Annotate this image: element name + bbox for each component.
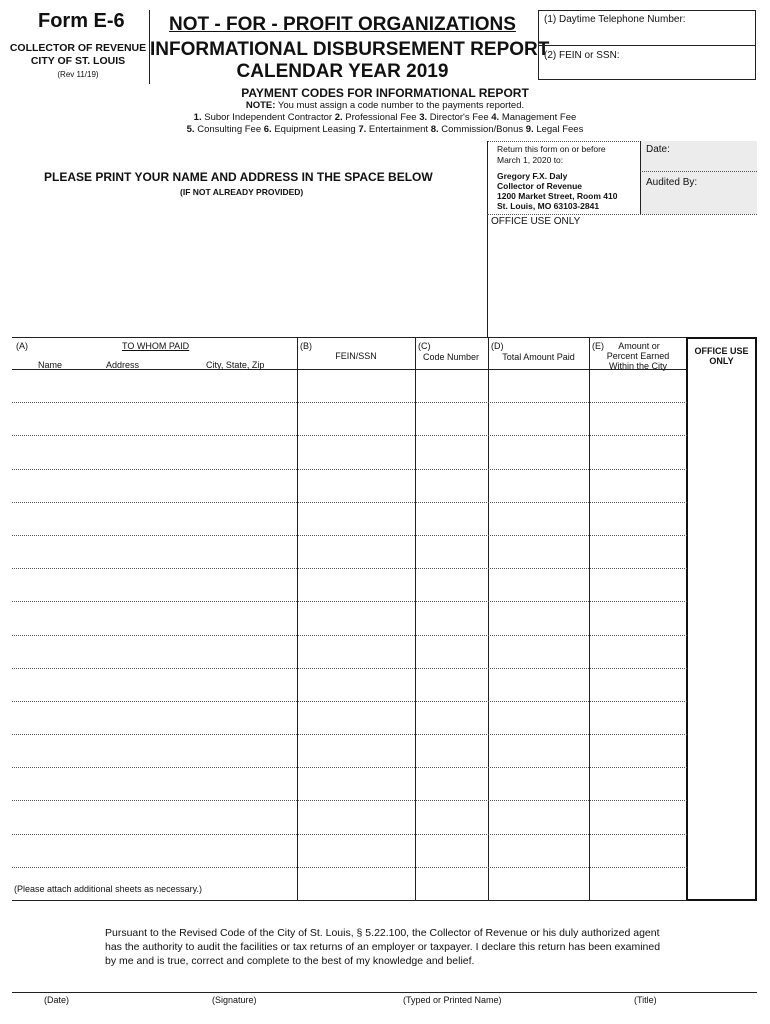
signature-rule: [12, 992, 757, 993]
total-amount-cell[interactable]: [489, 602, 589, 634]
col-e-letter: (E): [592, 341, 604, 351]
name-address-cell[interactable]: [13, 702, 297, 734]
col-d-title: Total Amount Paid: [502, 352, 575, 362]
code-num: 4.: [491, 112, 500, 123]
total-amount-cell[interactable]: [489, 702, 589, 734]
code-label: Subor Independent Contractor: [201, 112, 335, 123]
total-amount-cell[interactable]: [489, 403, 589, 435]
fein-ssn-cell[interactable]: [298, 536, 415, 568]
code-number-cell[interactable]: [416, 569, 488, 601]
name-address-cell[interactable]: [13, 569, 297, 601]
name-address-cell[interactable]: [13, 470, 297, 502]
code-number-cell[interactable]: [416, 868, 488, 900]
form-id: Form E-6: [38, 10, 125, 32]
form-title-line2: INFORMATIONAL DISBURSEMENT REPORT: [150, 39, 550, 60]
audited-by-label: Audited By:: [646, 177, 698, 188]
certification-line3: by me and is true, correct and complete to the best of my knowledge and belief.: [105, 955, 475, 967]
daytime-phone-label: (1) Daytime Telephone Number:: [544, 14, 686, 25]
certification-line2: has the authority to audit the facilities or tax returns of an employer or taxpayer. I declare this return has been examined: [105, 941, 661, 953]
address-sub-instruction: (IF NOT ALREADY PROVIDED): [180, 187, 304, 197]
date-field[interactable]: [640, 141, 757, 172]
form-title-line3: CALENDAR YEAR 2019: [236, 61, 449, 82]
audited-by-field[interactable]: [640, 172, 757, 214]
name-address-cell[interactable]: [13, 801, 297, 833]
name-address-cell[interactable]: [13, 503, 297, 535]
form-title-line1: NOT - FOR - PROFIT ORGANIZATIONS: [169, 14, 516, 35]
name-address-cell[interactable]: [13, 403, 297, 435]
code-num: 9.: [525, 124, 534, 135]
col-b-title: FEIN/SSN: [335, 351, 377, 361]
signature-caption: (Signature): [212, 995, 257, 1005]
total-amount-cell[interactable]: [489, 868, 589, 900]
total-amount-cell[interactable]: [489, 436, 589, 468]
total-amount-cell[interactable]: [489, 768, 589, 800]
name-address-cell[interactable]: [13, 669, 297, 701]
table-top-border: [12, 337, 687, 338]
code-num: 6.: [263, 124, 272, 135]
payment-codes-note: [150, 100, 620, 111]
code-number-cell[interactable]: [416, 702, 488, 734]
fein-ssn-cell[interactable]: [298, 768, 415, 800]
printed-name-field[interactable]: [372, 972, 572, 992]
col-b-letter: (B): [300, 341, 312, 351]
code-number-cell[interactable]: [416, 470, 488, 502]
code-label: Director's Fee: [427, 112, 492, 123]
percent-city-cell[interactable]: [590, 370, 686, 402]
code-num: 3.: [419, 112, 428, 123]
return-instruction-2: March 1, 2020 to:: [497, 155, 564, 165]
fein-ssn-cell[interactable]: [298, 669, 415, 701]
percent-city-cell[interactable]: [590, 669, 686, 701]
office-use-divider: [487, 214, 757, 215]
payment-codes-line2: [100, 124, 670, 135]
col-d-letter: (D): [491, 341, 504, 351]
name-address-cell[interactable]: [13, 768, 297, 800]
collector-city: St. Louis, MO 63103-2841: [497, 201, 600, 211]
title-field[interactable]: [572, 972, 757, 992]
percent-city-cell[interactable]: [590, 403, 686, 435]
code-number-cell[interactable]: [416, 536, 488, 568]
col-e-title-2: Percent Earned: [606, 351, 670, 361]
fein-ssn-cell[interactable]: [298, 370, 415, 402]
code-num: 7.: [358, 124, 367, 135]
col-a-title: TO WHOM PAID: [122, 341, 190, 351]
percent-city-cell[interactable]: [590, 536, 686, 568]
fein-ssn-cell[interactable]: [298, 636, 415, 668]
name-address-cell[interactable]: [13, 602, 297, 634]
code-number-cell[interactable]: [416, 835, 488, 867]
col-a-name: Name: [38, 360, 63, 370]
code-label: Legal Fees: [533, 124, 584, 135]
total-amount-cell[interactable]: [489, 470, 589, 502]
percent-city-cell[interactable]: [590, 702, 686, 734]
percent-city-cell[interactable]: [590, 602, 686, 634]
collector-name: Gregory F.X. Daly: [497, 171, 568, 181]
fein-ssn-cell[interactable]: [298, 702, 415, 734]
total-amount-cell[interactable]: [489, 569, 589, 601]
total-amount-cell[interactable]: [489, 735, 589, 767]
code-label: Consulting Fee: [194, 124, 264, 135]
title-caption: (Title): [634, 995, 657, 1005]
code-num: 2.: [334, 112, 343, 123]
fein-ssn-cell[interactable]: [298, 403, 415, 435]
col-e-title-1: Amount or: [618, 341, 660, 351]
office-use-only-label: OFFICE USE ONLY: [491, 216, 581, 227]
name-address-cell[interactable]: [13, 835, 297, 867]
collector-title: Collector of Revenue: [497, 181, 583, 191]
fein-ssn-cell[interactable]: [298, 801, 415, 833]
percent-city-cell[interactable]: [590, 801, 686, 833]
fein-ssn-cell[interactable]: [298, 436, 415, 468]
percent-city-cell[interactable]: [590, 470, 686, 502]
col-a-address: Address: [106, 360, 140, 370]
percent-city-cell[interactable]: [590, 569, 686, 601]
fein-ssn-cell[interactable]: [298, 868, 415, 900]
code-label: Commission/Bonus: [438, 124, 526, 135]
office-use-heading-2: ONLY: [709, 356, 734, 366]
code-num: 1.: [193, 112, 202, 123]
fein-ssn-cell[interactable]: [298, 470, 415, 502]
total-amount-cell[interactable]: [489, 370, 589, 402]
date-sign-field[interactable]: [12, 972, 182, 992]
code-label: Entertainment: [366, 124, 431, 135]
date-label: Date:: [646, 144, 670, 155]
payment-codes-heading: PAYMENT CODES FOR INFORMATIONAL REPORT: [241, 86, 529, 100]
code-label: Management Fee: [499, 112, 577, 123]
percent-city-cell[interactable]: [590, 636, 686, 668]
fein-ssn-label: (2) FEIN or SSN:: [544, 50, 620, 61]
col-c-letter: (C): [418, 341, 431, 351]
return-instruction-1: Return this form on or before: [497, 144, 606, 154]
fein-ssn-cell[interactable]: [298, 602, 415, 634]
percent-city-cell[interactable]: [590, 436, 686, 468]
percent-city-cell[interactable]: [590, 768, 686, 800]
table-bottom-border: [12, 900, 687, 901]
total-amount-cell[interactable]: [489, 636, 589, 668]
percent-city-cell[interactable]: [590, 835, 686, 867]
percent-city-cell[interactable]: [590, 868, 686, 900]
name-address-cell[interactable]: [13, 436, 297, 468]
name-address-cell[interactable]: [13, 636, 297, 668]
daytime-phone-field[interactable]: [538, 10, 756, 46]
total-amount-cell[interactable]: [489, 801, 589, 833]
name-address-cell[interactable]: [13, 536, 297, 568]
fein-ssn-cell[interactable]: [298, 735, 415, 767]
agency-line1: COLLECTOR OF REVENUE: [9, 42, 147, 54]
code-label: Professional Fee: [342, 112, 420, 123]
code-number-cell[interactable]: [416, 801, 488, 833]
signature-field[interactable]: [182, 972, 372, 992]
name-address-cell[interactable]: [13, 370, 297, 402]
note-text: You must assign a code number to the payments reported.: [275, 100, 525, 111]
code-number-cell[interactable]: [416, 370, 488, 402]
code-num: 8.: [430, 124, 439, 135]
printed-name-caption: (Typed or Printed Name): [403, 995, 502, 1005]
col-a-city: City, State, Zip: [206, 360, 265, 370]
col-c-title: Code Number: [422, 352, 480, 362]
fein-ssn-cell[interactable]: [298, 569, 415, 601]
revision-date: (Rev 11/19): [57, 70, 99, 79]
code-number-cell[interactable]: [416, 436, 488, 468]
date-caption: (Date): [44, 995, 70, 1005]
total-amount-cell[interactable]: [489, 536, 589, 568]
fein-ssn-field[interactable]: [538, 45, 756, 80]
code-number-cell[interactable]: [416, 768, 488, 800]
total-amount-cell[interactable]: [489, 835, 589, 867]
total-amount-cell[interactable]: [489, 669, 589, 701]
collector-street: 1200 Market Street, Room 410: [497, 191, 618, 201]
address-instruction: PLEASE PRINT YOUR NAME AND ADDRESS IN THE SPACE BELOW: [44, 170, 433, 184]
col-a-letter: (A): [16, 341, 28, 351]
code-number-cell[interactable]: [416, 602, 488, 634]
code-number-cell[interactable]: [416, 669, 488, 701]
payment-codes-line1: [100, 112, 670, 123]
attach-note: (Please attach additional sheets as necessary.): [14, 884, 202, 894]
code-number-cell[interactable]: [416, 503, 488, 535]
code-label: Equipment Leasing: [271, 124, 359, 135]
name-address-cell[interactable]: [13, 735, 297, 767]
office-use-area: [488, 230, 756, 336]
certification-line1: Pursuant to the Revised Code of the City of St. Louis, § 5.22.100, the Collector of Revenue or his duly authorized agent: [105, 927, 660, 939]
fein-ssn-cell[interactable]: [298, 503, 415, 535]
agency-line2: CITY OF ST. LOUIS: [30, 55, 126, 67]
office-use-column: [686, 337, 757, 901]
percent-city-cell[interactable]: [590, 735, 686, 767]
code-number-cell[interactable]: [416, 735, 488, 767]
total-amount-cell[interactable]: [489, 503, 589, 535]
note-label: NOTE:: [245, 100, 276, 111]
code-number-cell[interactable]: [416, 636, 488, 668]
code-number-cell[interactable]: [416, 403, 488, 435]
office-use-heading-1: OFFICE USE: [694, 346, 749, 356]
col-e-title-3: Within the City: [608, 361, 668, 371]
percent-city-cell[interactable]: [590, 503, 686, 535]
code-num: 5.: [186, 124, 195, 135]
fein-ssn-cell[interactable]: [298, 835, 415, 867]
